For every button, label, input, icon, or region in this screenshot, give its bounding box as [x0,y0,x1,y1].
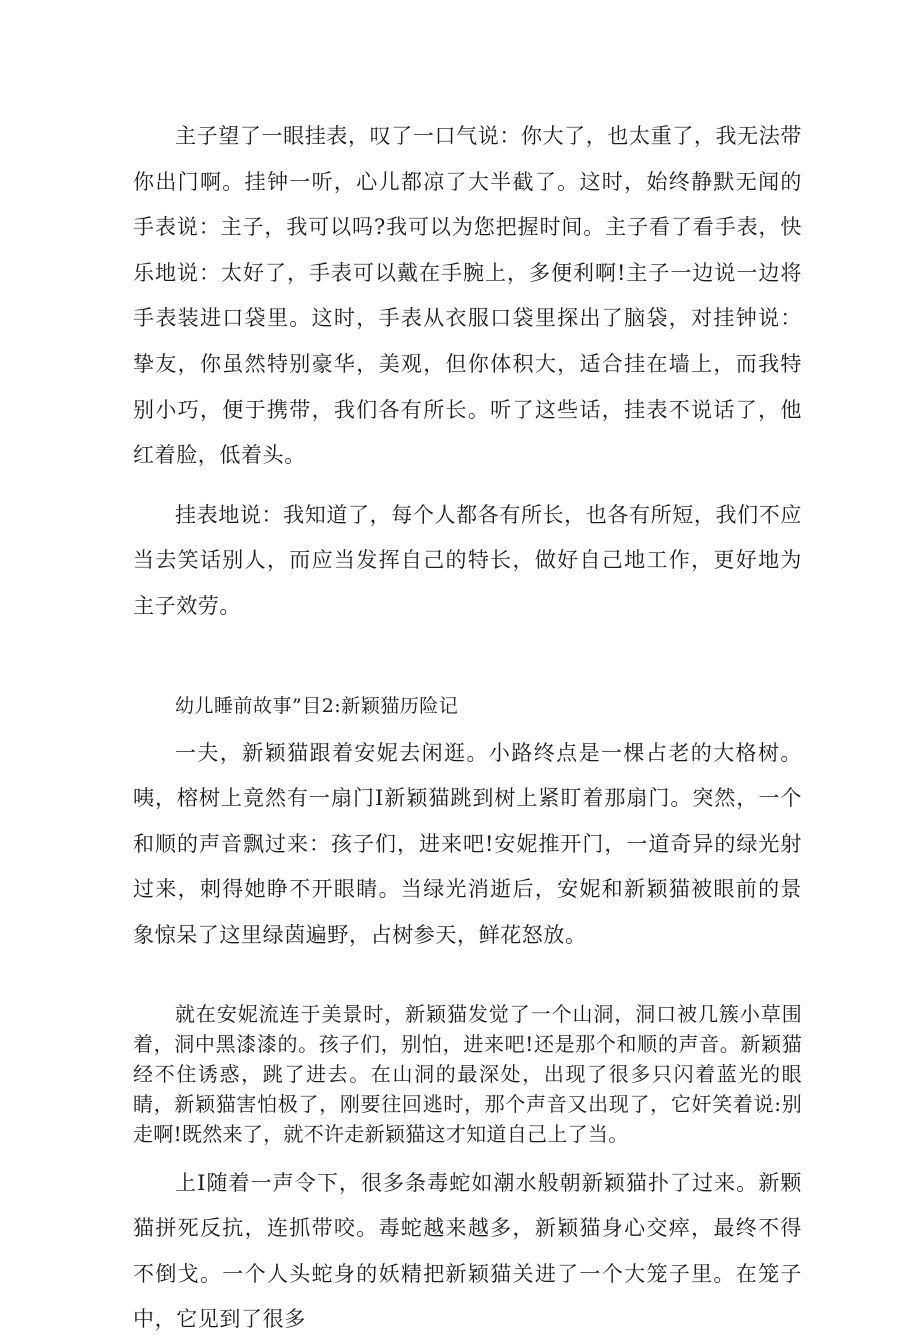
paragraph-story-intro: 一夫，新颖猫跟着安妮去闲逛。小路终点是一棵占老的大格树。咦，榕树上竟然有一扇门I新颖猫跳到树上紧盯着那扇门。突然，一个和顺的声音飘过来：孩子们，进来吧!安妮推开门，一道奇异的绿光射过来，刺得她睁不开眼睛。当绿光消逝后，安妮和新颖猫被眼前的景象惊呆了这里绿茵遍野，占树参天，鲜花怒放。 [133,740,802,947]
paragraph-story-snakes: 上I随着一声令下，很多条毒蛇如潮水般朝新颖猫扑了过来。新颗猫拼死反抗，连抓带咬。毒蛇越来越多，新颖猫身心交瘁，最终不得不倒戈。一个人头蛇身的妖精把新颖猫关进了一个大笼子里。在笼子中，它见到了很多 [133,1170,802,1332]
paragraph-clock-story: 主子望了一眼挂表，叹了一口气说：你大了，也太重了，我无法带你出门啊。挂钟一听，心儿都凉了大半截了。这时，始终静默无闻的手表说：主子，我可以吗?我可以为您把握时间。主子看了看手表，快乐地说：太好了，手表可以戴在手腕上，多便利啊!主子一边说一边将手表装进口袋里。这时，手表从衣服口袋里探出了脑袋，对挂钟说：挚友，你虽然特别豪华，美观，但你体积大，适合挂在墙上，而我特别小巧，便于携带，我们各有所长。听了这些话，挂表不说话了，他红着脸，低着头。 [133,124,802,468]
paragraph-story-cave: 就在安妮流连于美景时，新颖猫发觉了一个山洞，洞口被几簇小草围着，洞中黑漆漆的。孩子们，别怕，进来吧!还是那个和顺的声音。新颖猫经不住诱惑，跳了进去。在山洞的最深处，出现了很多只闪着蓝光的眼睛，新颖猫害怕极了，刚要往回逃时，那个声音又出现了，它奸笑着说:别走啊!既然来了，就不许走新颖猫这才知道自己上了当。 [133,1001,802,1146]
section-heading: 幼儿睡前故事”目2:新颖猫历险记 [175,694,459,717]
paragraph-clock-moral: 挂表地说：我知道了，每个人都各有所长，也各有所短，我们不应当去笑话别人，而应当发挥自己的特长，做好自己地工作，更好地为主子效劳。 [133,502,802,618]
